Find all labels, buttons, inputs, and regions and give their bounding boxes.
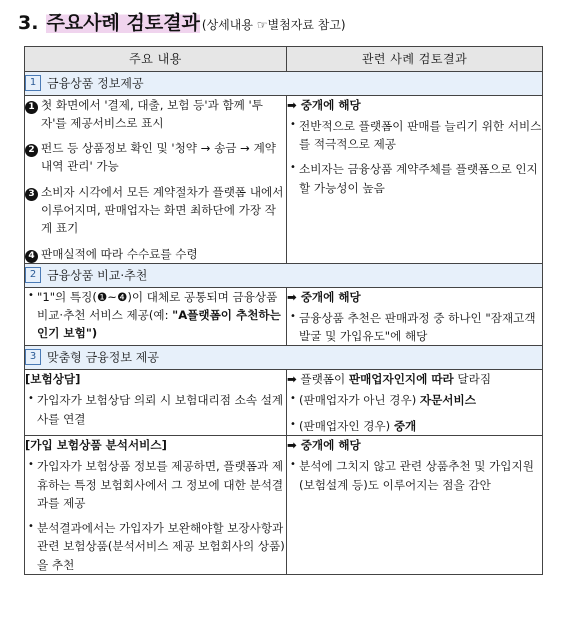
section-number-3: 3 bbox=[25, 349, 41, 365]
section-2-left bbox=[25, 287, 287, 346]
bullet-icon: • bbox=[290, 118, 296, 130]
circled-number-icon: 2 bbox=[25, 144, 38, 157]
section-3b-right bbox=[287, 435, 543, 574]
title-number: 3. bbox=[18, 12, 39, 34]
list-item: • (판매업자가 아닌 경우) 자문서비스 bbox=[287, 391, 542, 409]
bullet-icon: • bbox=[290, 310, 296, 322]
list-item: 2 펀드 등 상품정보 확인 및 '청약 → 송금 → 계약내역 관리' 가능 bbox=[25, 139, 286, 176]
section-row-1 bbox=[25, 95, 543, 264]
section-header-3 bbox=[25, 346, 543, 370]
list-item: • "1"의 특징(❶~❹)이 대체로 공통되며 금융상품 비교·추천 서비스 제공(예: "A플랫폼이 추천하는 인기 보험") bbox=[25, 288, 286, 343]
section-3a-right bbox=[287, 369, 543, 435]
section-header-1 bbox=[25, 72, 543, 96]
bullet-icon: • bbox=[290, 393, 296, 405]
list-item: • 분석결과에서는 가입자가 보완해야할 보장사항과 관련 보험상품(분석서비스 제공 보험회사의 상품)을 추천 bbox=[25, 519, 286, 574]
bullet-icon: • bbox=[28, 459, 34, 471]
page-title bbox=[18, 8, 558, 40]
title-note: (상세내용 ☞별첨자료 참고) bbox=[201, 18, 346, 32]
section-title-1: 금융상품 정보제공 bbox=[47, 76, 144, 91]
result-heading: ➡ 중개에 해당 bbox=[287, 289, 361, 304]
list-item: • 가입자가 보험상담 의뢰 시 보험대리점 소속 설계사를 연결 bbox=[25, 391, 286, 428]
section-1-left bbox=[25, 95, 287, 264]
list-item: • (판매업자인 경우) 중개 bbox=[287, 417, 542, 435]
right-arrow-icon: ➡ bbox=[287, 437, 297, 452]
subsection-label: [가입 보험상품 분석서비스] bbox=[25, 437, 167, 452]
section-title-3: 맞춤형 금융정보 제공 bbox=[47, 350, 159, 365]
list-item: 1 첫 화면에서 '결제, 대출, 보험 등'과 함께 '투자'를 제공서비스로 표시 bbox=[25, 96, 286, 133]
header-review-result: 관련 사례 검토결과 bbox=[287, 47, 543, 72]
section-1-right bbox=[287, 95, 543, 264]
table-header-row bbox=[25, 47, 543, 72]
bullet-icon: • bbox=[290, 162, 296, 174]
bullet-icon: • bbox=[290, 418, 296, 430]
review-table bbox=[24, 46, 543, 575]
right-arrow-icon: ➡ bbox=[287, 289, 297, 304]
right-arrow-icon: ➡ bbox=[287, 97, 297, 112]
list-item: • 분석에 그치지 않고 관련 상품추천 및 가입지원(보험설계 등)도 이루어지는 점을 감안 bbox=[287, 457, 542, 494]
section-number-1: 1 bbox=[25, 75, 41, 91]
bullet-icon: • bbox=[28, 393, 34, 405]
section-number-2: 2 bbox=[25, 267, 41, 283]
result-heading: ➡ 중개에 해당 bbox=[287, 97, 361, 112]
right-arrow-icon: ➡ bbox=[287, 371, 297, 386]
section-3b-left bbox=[25, 435, 287, 574]
circled-number-icon: 1 bbox=[25, 101, 38, 114]
circled-number-icon: 3 bbox=[25, 188, 38, 201]
pointing-hand-icon: ☞ bbox=[256, 18, 268, 32]
subsection-label: [보험상담] bbox=[25, 371, 81, 386]
list-item: • 가입자가 보험상품 정보를 제공하면, 플랫폼과 제휴하는 특정 보험회사에서 그 정보에 대한 분석결과를 제공 bbox=[25, 457, 286, 512]
list-item: • 소비자는 금융상품 계약주체를 플랫폼으로 인지할 가능성이 높음 bbox=[287, 160, 542, 197]
list-item: • 전반적으로 플랫폼이 판매를 늘리기 위한 서비스를 적극적으로 제공 bbox=[287, 117, 542, 154]
header-main-content: 주요 내용 bbox=[25, 47, 287, 72]
bullet-icon: • bbox=[28, 521, 34, 533]
list-item: 4 판매실적에 따라 수수료를 수령 bbox=[25, 245, 286, 263]
bullet-icon: • bbox=[290, 459, 296, 471]
section-row-2 bbox=[25, 287, 543, 346]
list-item: 3 소비자 시각에서 모든 계약절차가 플랫폼 내에서 이루어지며, 판매업자는 화면 최하단에 가장 작게 표기 bbox=[25, 183, 286, 238]
section-row-3a bbox=[25, 369, 543, 435]
result-heading: ➡ 중개에 해당 bbox=[287, 437, 361, 452]
title-main: 주요사례 검토결과 bbox=[46, 8, 199, 35]
circled-number-icon: 4 bbox=[25, 250, 38, 263]
result-heading: ➡ 플랫폼이 판매업자인지에 따라 달라짐 bbox=[287, 371, 492, 386]
section-title-2: 금융상품 비교·추천 bbox=[47, 268, 148, 283]
bullet-icon: • bbox=[28, 289, 34, 301]
section-header-2 bbox=[25, 264, 543, 288]
section-3a-left bbox=[25, 369, 287, 435]
section-2-right bbox=[287, 287, 543, 346]
section-row-3b bbox=[25, 435, 543, 574]
list-item: • 금융상품 추천은 판매과정 중 하나인 "잠재고객 발굴 및 가입유도"에 해당 bbox=[287, 309, 542, 346]
